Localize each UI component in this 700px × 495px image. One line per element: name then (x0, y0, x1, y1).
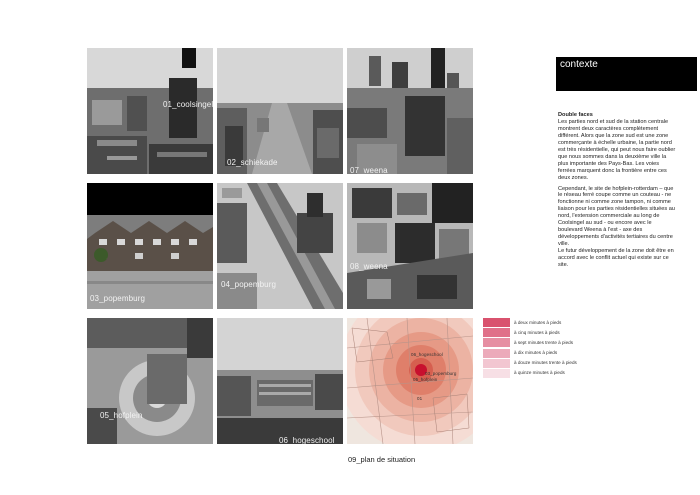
legend-label: à cinq minutes à pieds (514, 329, 560, 335)
photo-tile-schiekade (217, 48, 343, 174)
legend-label: à sept minutes trente à pieds (514, 339, 573, 345)
map-caption: 09_plan de situation (348, 455, 416, 464)
text-paragraph: Cependant, le site de hofplein-rotterdam – que le réseau ferré coupe comme un couteau - ne fonctionne ni comme zone tampon, ni comme liaison pour les parties résidentielles situées au nord, l'extension commerciale au long de Coolsingel au sud - ou encore avec le boulevard Weena à l'est - axe des développements d'activités tertiaires du centre ville. Le futur développement de la zone doit être en accord avec le conflit actuel qui existe sur ce site. (558, 185, 675, 268)
photo-coolsingel (87, 48, 213, 174)
tile-label: 02_schiekade (227, 158, 278, 167)
tile-label: 07_weena (350, 166, 388, 174)
map-label: 05_hofplein (413, 377, 438, 382)
photo-tile-popemburg-1 (87, 183, 213, 309)
tile-label: 01_coolsingel (163, 100, 213, 109)
legend-swatch (483, 318, 510, 327)
photo-tile-weena-2 (347, 183, 473, 309)
legend-label: à deux minutes à pieds (514, 319, 562, 325)
map-label: 01 (417, 396, 423, 401)
legend-swatch (483, 328, 510, 337)
photo-popemburg-facade (87, 183, 213, 309)
photo-popemburg-aerial (217, 183, 343, 309)
tile-label: 04_popemburg (221, 280, 277, 289)
photo-tile-hogeschool (217, 318, 343, 444)
legend-label: à dix minutes à pieds (514, 350, 558, 356)
text-paragraph: Les parties nord et sud de la station centrale montrent deux caractères complètement différent. Alors que la zone sud est une zone commerçante à échelle urbaine, la partie nord est très résidentielle, qui peut nous faire oublier que nous sommes dans la deuxième ville la plus importante des Pays-Bas. Les voies ferrées marquent donc la frontière entre ces deux zones. (558, 119, 676, 181)
photo-schiekade (217, 48, 343, 174)
photo-weena (347, 48, 473, 174)
legend-label: à douze minutes trente à pieds (514, 360, 577, 366)
legend-swatch (483, 338, 510, 347)
legend-label: à quinze minutes à pieds (514, 370, 565, 376)
photo-tile-weena (347, 48, 473, 174)
legend-swatch (483, 359, 510, 368)
text-subheading: Double faces (558, 112, 593, 118)
map-label: 06_hogeschool (411, 352, 443, 357)
photo-weena-aerial (347, 183, 473, 309)
legend-swatch (483, 369, 510, 378)
tile-label: 06_hogeschool (279, 436, 335, 444)
tile-label: 08_weena (350, 262, 388, 271)
map-plan-de-situation (347, 318, 473, 444)
legend-swatch (483, 349, 510, 358)
tile-label: 05_hofplein (100, 411, 143, 420)
context-text (558, 112, 676, 272)
map-label: 03_popemburg (425, 371, 457, 376)
photo-tile-coolsingel (87, 48, 213, 174)
tile-label: 03_popemburg (90, 294, 146, 303)
map-walking-distances (347, 318, 473, 444)
photo-tile-hofplein (87, 318, 213, 444)
photo-hogeschool (217, 318, 343, 444)
photo-tile-popemburg-2 (217, 183, 343, 309)
photo-hofplein (87, 318, 213, 444)
section-heading-text: contexte (560, 59, 598, 70)
section-heading (556, 57, 697, 91)
